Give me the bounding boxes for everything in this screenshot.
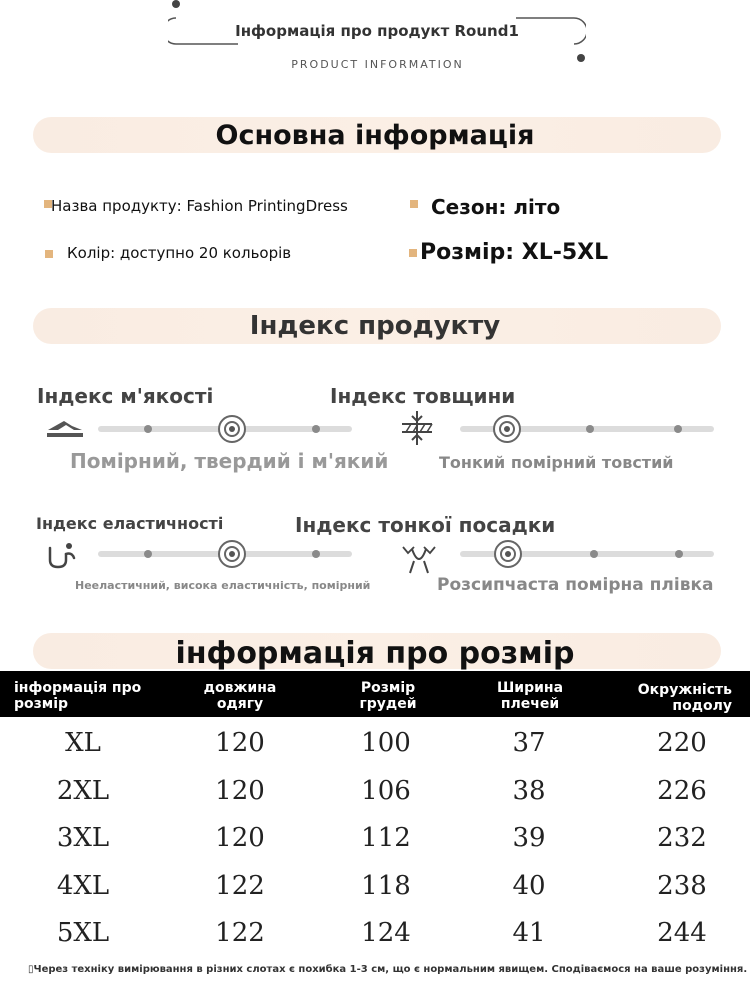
cell-hem: 238 [657, 871, 707, 901]
elasticity-tick [312, 550, 320, 558]
header-title: Інформація про продукт Round1 [235, 22, 519, 40]
header-line: плечей [500, 696, 560, 712]
cell-chest: 118 [361, 871, 411, 901]
table-header-hem [620, 682, 732, 714]
cell-hem: 244 [657, 918, 707, 948]
cell-hem: 226 [657, 776, 707, 806]
cell-size: 2XL [56, 776, 110, 806]
table-header-length [190, 680, 290, 712]
header-line: подолу [672, 698, 732, 714]
header-line: довжина [203, 680, 277, 696]
thickness-icon [400, 410, 434, 446]
section-title-size: інформація про розмір [175, 636, 575, 671]
table-header-chest [338, 680, 438, 712]
cell-length: 120 [215, 823, 265, 853]
fit-knob [494, 540, 522, 568]
header-line: Окружність [637, 682, 732, 698]
cell-shoulder: 37 [512, 728, 546, 758]
header-line: розмір [14, 696, 69, 712]
softness-icon [46, 418, 84, 440]
table-header-size [14, 680, 141, 712]
softness-label: Індекс м'якості [37, 384, 214, 408]
header-dot-left [172, 0, 180, 8]
fit-tick [675, 550, 683, 558]
elasticity-tick [144, 550, 152, 558]
cell-chest: 112 [361, 823, 411, 853]
product-color: Колір: доступно 20 кольорів [67, 244, 292, 262]
thickness-label: Індекс товщини [330, 384, 516, 408]
cell-hem: 220 [657, 728, 707, 758]
section-title-index: Індекс продукту [249, 311, 501, 341]
cell-length: 122 [215, 918, 265, 948]
cell-length: 120 [215, 776, 265, 806]
bullet-icon [410, 200, 418, 208]
fit-icon [400, 543, 438, 575]
cell-chest: 124 [361, 918, 411, 948]
cell-shoulder: 38 [512, 776, 546, 806]
cell-hem: 232 [657, 823, 707, 853]
thickness-desc: Тонкий помірний товстий [439, 453, 674, 472]
softness-desc: Помірний, твердий і м'який [70, 449, 389, 473]
cell-shoulder: 39 [512, 823, 546, 853]
fit-tick [590, 550, 598, 558]
fit-label: Індекс тонкої посадки [295, 513, 556, 537]
thickness-tick [674, 425, 682, 433]
thickness-tick [586, 425, 594, 433]
bullet-icon [409, 249, 417, 257]
header-line: одягу [216, 696, 264, 712]
fit-desc: Розсипчаста помірна плівка [437, 575, 714, 595]
elasticity-label: Індекс еластичності [36, 514, 224, 533]
cell-size: 3XL [56, 823, 110, 853]
product-name: Назва продукту: Fashion PrintingDress [51, 197, 348, 215]
cell-size: 4XL [56, 871, 110, 901]
header-line: Розмір [360, 680, 416, 696]
table-header-shoulder [480, 680, 580, 712]
cell-length: 122 [215, 871, 265, 901]
cell-length: 120 [215, 728, 265, 758]
softness-tick [144, 425, 152, 433]
cell-shoulder: 41 [512, 918, 546, 948]
elasticity-desc: Нееластичний, висока еластичність, помірний [75, 579, 371, 592]
cell-shoulder: 40 [512, 871, 546, 901]
product-size-range: Розмір: XL-5XL [420, 240, 609, 265]
softness-knob [218, 415, 246, 443]
elasticity-knob [218, 540, 246, 568]
header-line: інформація про [14, 680, 142, 696]
softness-tick [312, 425, 320, 433]
footnote: ▯Через техніку вимірювання в різних слотах є похибка 1-3 см, що є нормальним явищем. Сподіваємося на ваше розуміння. [28, 964, 748, 975]
section-title-basic: Основна інформація [215, 120, 535, 151]
cell-size: 5XL [56, 918, 110, 948]
bullet-icon [45, 250, 53, 258]
cell-chest: 100 [361, 728, 411, 758]
elasticity-icon [46, 540, 80, 570]
header-line: Ширина [496, 680, 564, 696]
header-line: грудей [359, 696, 417, 712]
header-subtitle: PRODUCT INFORMATION [291, 58, 464, 71]
cell-size: XL [65, 728, 101, 758]
product-season: Сезон: літо [431, 195, 561, 219]
thickness-knob [493, 415, 521, 443]
cell-chest: 106 [361, 776, 411, 806]
